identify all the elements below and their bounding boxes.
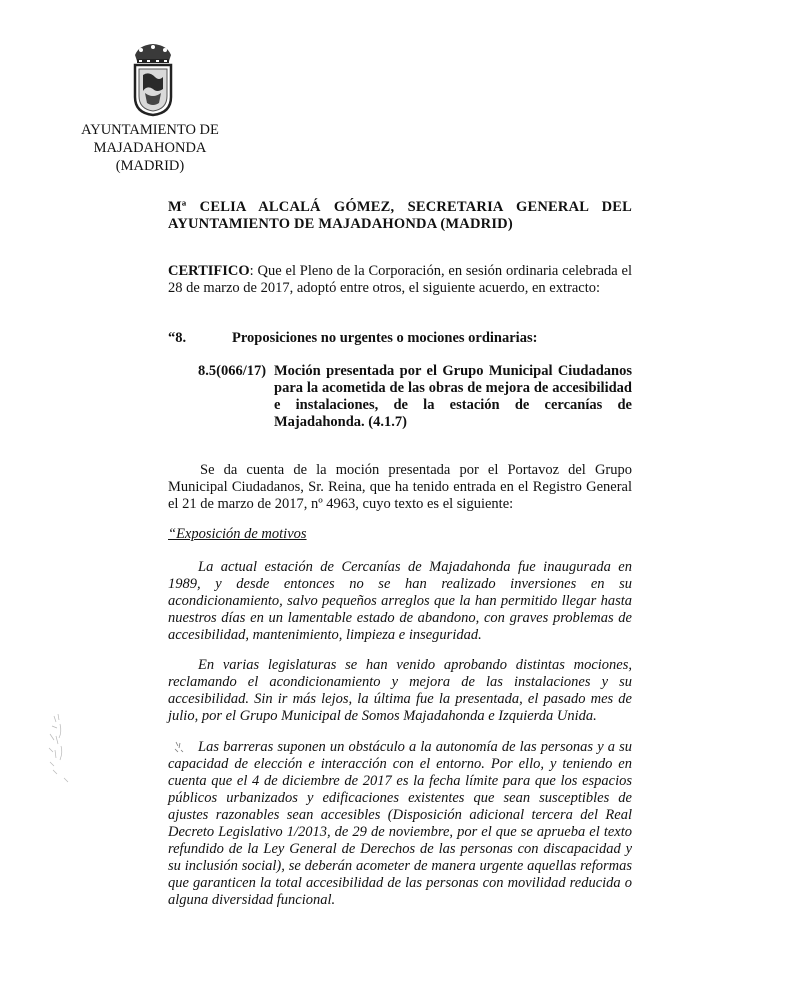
agenda-item-number: “8. <box>168 330 187 346</box>
paragraph-block <box>168 559 632 644</box>
coat-of-arms-icon <box>129 41 177 117</box>
title-line: Mª CELIA ALCALÁ GÓMEZ, SECRETARIA GENERAL DEL <box>168 199 632 215</box>
certifico-text: : Que el Pleno de la Corporación, en sesión ordinaria celebrada el 28 de marzo de 2017, adoptó entre otros, el siguiente acuerdo, en extracto: <box>168 263 632 296</box>
paragraph-block <box>168 657 632 725</box>
motion-title: Moción presentada por el Grupo Municipal Ciudadanos para la acometida de las obras de mejora de accesibilidad e instalaciones, de la estación de cercanías de Majadahonda. (4.1.7) <box>274 363 632 430</box>
municipality-line: AYUNTAMIENTO DE <box>81 122 219 138</box>
title-line: AYUNTAMIENTO DE MAJADAHONDA (MADRID) <box>168 216 513 232</box>
agenda-item-title: Proposiciones no urgentes o mociones ordinarias: <box>232 330 538 346</box>
margin-stamp-mark <box>44 712 74 784</box>
intro-section <box>168 462 632 513</box>
municipality-line: (MADRID) <box>115 158 185 174</box>
municipality-header <box>70 121 230 175</box>
paragraph-block <box>168 739 632 909</box>
scan-artifact-icon <box>172 740 186 754</box>
certifico-label: CERTIFICO <box>168 263 250 279</box>
municipality-line: MAJADAHONDA <box>93 140 207 156</box>
paragraph-2: En varias legislaturas se han venido aprobando distintas mociones, reclamando el acondicionamiento y mejora de las instalaciones y su accesibilidad. Sin ir más lejos, la última fue la presentada, el pasado mes de julio, por el Grupo Municipal de Somos Majadahonda e Izquierda Unida. <box>168 657 632 724</box>
paragraph-3: Las barreras suponen un obstáculo a la autonomía de las personas y a su capacidad de elección e interacción con el entorno. Por ello, y teniendo en cuenta que el 4 de diciembre de 2017 es la fecha límite para que los espacios públicos urbanizados y edificaciones existentes que sean susceptibles de ajustes razonables sean accesibles (Disposición adicional tercera del Real Decreto Legislativo 1/2013, de 29 de noviembre, por el que se aprueba el texto refundido de la Ley General de Derechos de las personas con discapacidad y su inclusión social), se deberán acometer de manera urgente aquellas reformas que garanticen la total accesibilidad de las personas con movilidad reducida o alguna diversidad funcional. <box>168 739 632 908</box>
certifico-paragraph <box>168 263 632 297</box>
intro-paragraph: Se da cuenta de la moción presentada por el Portavoz del Grupo Municipal Ciudadanos, Sr. Reina, que ha tenido entrada en el Registro General el 21 de marzo de 2017, nº 4963, cuyo texto es el siguiente: <box>168 462 632 512</box>
motion-code: 8.5(066/17) <box>198 363 267 379</box>
paragraph-1: La actual estación de Cercanías de Majadahonda fue inaugurada en 1989, y desde entonces no se han realizado inversiones en su acondicionamiento, salvo pequeños arreglos que la han permitido llegar hasta nuestros días en un lamentable estado de abandono, con graves problemas de accesibilidad, mantenimiento, limpieza e inseguridad. <box>168 559 632 643</box>
document-title <box>168 199 632 233</box>
exposicion-heading: “Exposición de motivos <box>168 526 307 542</box>
